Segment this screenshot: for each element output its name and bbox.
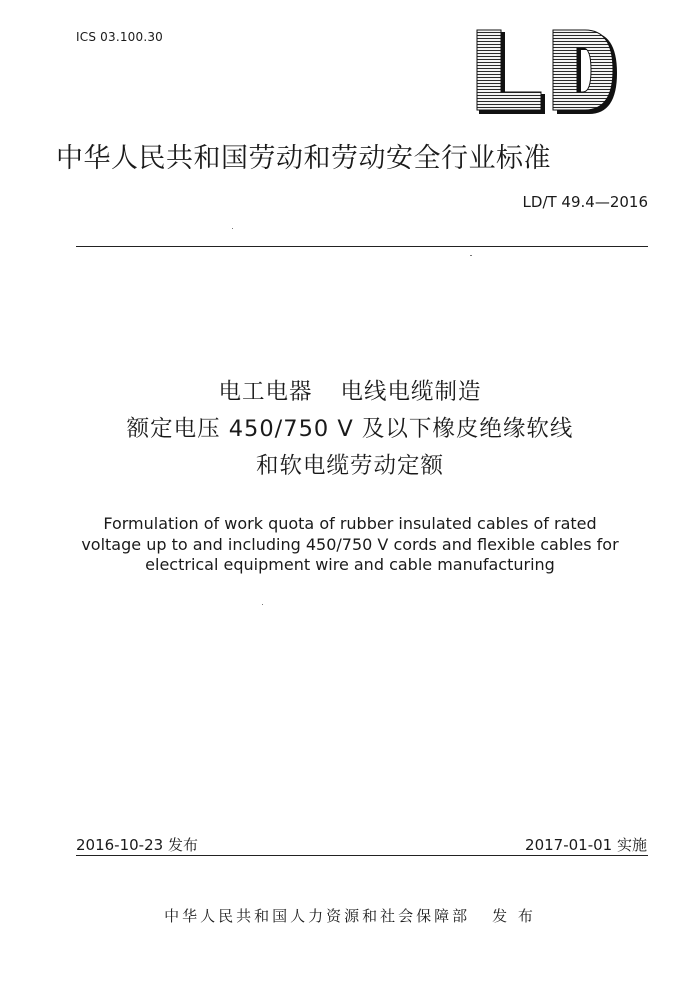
scan-speck [232,228,233,229]
chinese-title-line-3: 和软电缆劳动定额 [255,453,444,479]
issuer-name: 中华人民共和国人力资源和社会保障部 [164,907,471,925]
ics-code: ICS 03.100.30 [76,30,164,44]
issue-date: 2016-10-23 发布 [76,836,198,854]
chinese-title-line-1 [0,374,700,411]
english-title-line-2: voltage up to and including 450/750 V cords and flexible cables for [81,534,619,554]
implementation-date: 2017-01-01 实施 [525,836,647,854]
english-title-line-3: electrical equipment wire and cable manufacturing [145,555,555,574]
issuer-action: 发 布 [492,907,536,925]
chinese-title-line-1-part-2: 电线电缆制造 [340,379,482,405]
chinese-title-line-2: 额定电压 450/750 V 及以下橡皮绝缘软线 [126,416,574,442]
english-title [0,514,700,576]
chinese-title [0,374,700,485]
chinese-title-line-1-part-1: 电工电器 [218,379,313,405]
standard-category-title: 中华人民共和国劳动和劳动安全行业标准 [56,143,551,174]
ld-logo [473,28,623,116]
scan-speck [262,604,263,605]
standard-number: LD/T 49.4—2016 [522,193,648,211]
footer-divider [76,855,648,856]
scan-speck [470,255,472,256]
issuing-authority [0,905,700,926]
english-title-line-1: Formulation of work quota of rubber insulated cables of rated [103,514,597,533]
header-divider [76,246,648,247]
